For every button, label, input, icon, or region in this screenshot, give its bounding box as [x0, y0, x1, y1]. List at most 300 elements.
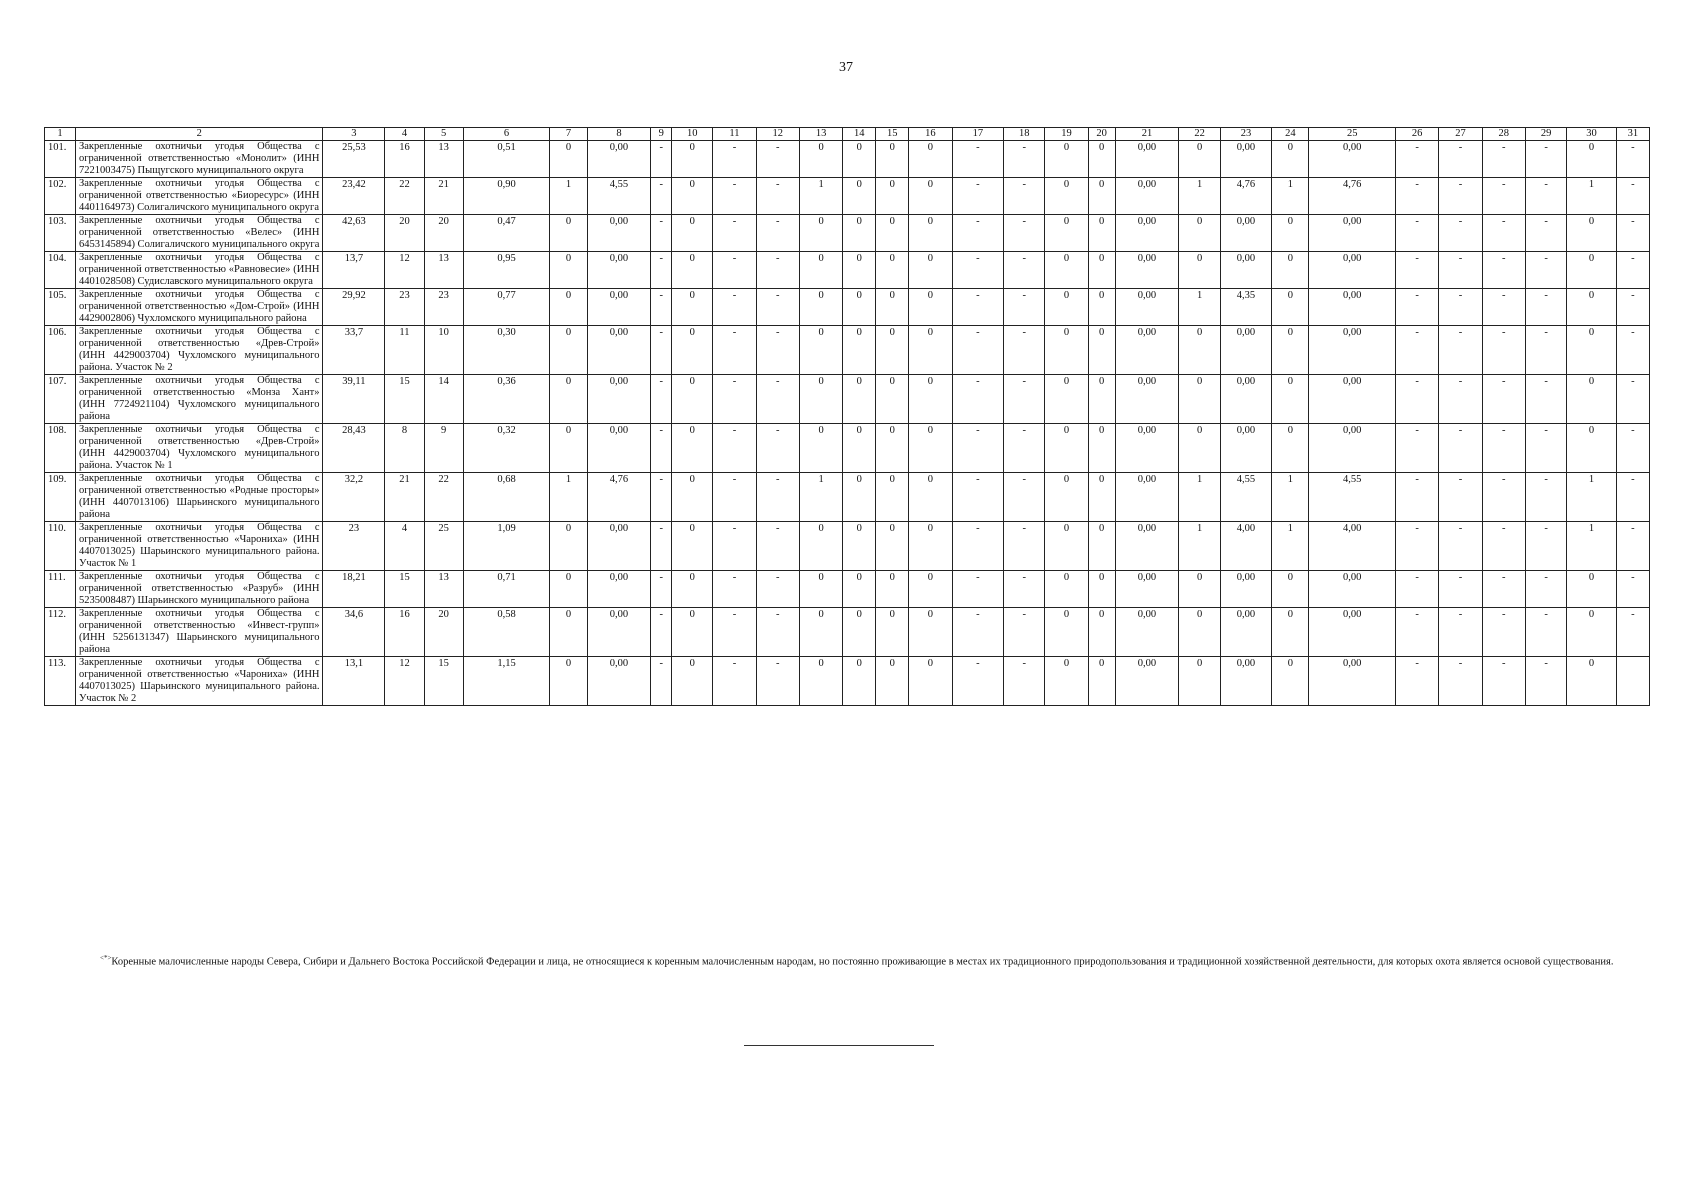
- value-cell-col-12: -: [756, 141, 799, 178]
- value-cell-col-24: 1: [1272, 522, 1309, 571]
- value-cell-col-27: -: [1439, 375, 1482, 424]
- value-cell-col-28: -: [1482, 473, 1525, 522]
- value-cell-col-12: -: [756, 252, 799, 289]
- row-number-cell: 102.: [45, 178, 76, 215]
- value-cell-col-3: 28,43: [323, 424, 385, 473]
- value-cell-col-8: 0,00: [587, 252, 651, 289]
- value-cell-col-16: 0: [909, 571, 952, 608]
- value-cell-col-5: 23: [424, 289, 463, 326]
- value-cell-col-4: 16: [385, 141, 424, 178]
- value-cell-col-18: -: [1004, 141, 1045, 178]
- value-cell-col-11: -: [713, 473, 756, 522]
- value-cell-col-7: 0: [550, 215, 587, 252]
- column-header-6: 6: [463, 128, 550, 141]
- value-cell-col-24: 0: [1272, 326, 1309, 375]
- value-cell-col-21: 0,00: [1115, 252, 1179, 289]
- value-cell-col-3: 34,6: [323, 608, 385, 657]
- value-cell-col-30: 1: [1567, 522, 1617, 571]
- value-cell-col-11: -: [713, 178, 756, 215]
- column-header-23: 23: [1220, 128, 1272, 141]
- value-cell-col-30: 0: [1567, 141, 1617, 178]
- value-cell-col-4: 15: [385, 375, 424, 424]
- value-cell-col-7: 0: [550, 289, 587, 326]
- hunting-grounds-table: [44, 127, 1650, 706]
- value-cell-col-21: 0,00: [1115, 375, 1179, 424]
- value-cell-col-31: -: [1616, 375, 1649, 424]
- hunting-ground-name-cell: Закрепленные охотничьи угодья Общества с ограниченной ответственностью «Древ-Строй» (ИНН 4429003704) Чухломского муниципального района. Участок № 1: [75, 424, 323, 473]
- value-cell-col-27: -: [1439, 424, 1482, 473]
- value-cell-col-25: 0,00: [1309, 424, 1396, 473]
- value-cell-col-12: -: [756, 657, 799, 706]
- value-cell-col-22: 0: [1179, 657, 1220, 706]
- row-number-cell: 107.: [45, 375, 76, 424]
- value-cell-col-6: 0,32: [463, 424, 550, 473]
- value-cell-col-6: 0,95: [463, 252, 550, 289]
- value-cell-col-31: -: [1616, 252, 1649, 289]
- value-cell-col-31: -: [1616, 178, 1649, 215]
- hunting-ground-name-cell: Закрепленные охотничьи угодья Общества с ограниченной ответственностью «Разруб» (ИНН 5235008487) Шарьинского муниципального района: [75, 571, 323, 608]
- value-cell-col-17: -: [952, 375, 1004, 424]
- value-cell-col-25: 4,00: [1309, 522, 1396, 571]
- column-number-row: [45, 128, 1650, 141]
- value-cell-col-28: -: [1482, 608, 1525, 657]
- value-cell-col-18: -: [1004, 473, 1045, 522]
- value-cell-col-25: 0,00: [1309, 141, 1396, 178]
- value-cell-col-16: 0: [909, 215, 952, 252]
- value-cell-col-29: -: [1525, 178, 1566, 215]
- value-cell-col-6: 0,77: [463, 289, 550, 326]
- value-cell-col-23: 4,00: [1220, 522, 1272, 571]
- value-cell-col-27: -: [1439, 289, 1482, 326]
- value-cell-col-8: 0,00: [587, 608, 651, 657]
- value-cell-col-10: 0: [672, 289, 713, 326]
- value-cell-col-16: 0: [909, 522, 952, 571]
- value-cell-col-5: 21: [424, 178, 463, 215]
- value-cell-col-12: -: [756, 326, 799, 375]
- value-cell-col-15: 0: [876, 473, 909, 522]
- value-cell-col-10: 0: [672, 657, 713, 706]
- value-cell-col-13: 0: [799, 141, 842, 178]
- value-cell-col-12: -: [756, 375, 799, 424]
- table-row: [45, 141, 1650, 178]
- value-cell-col-21: 0,00: [1115, 141, 1179, 178]
- column-header-4: 4: [385, 128, 424, 141]
- value-cell-col-6: 0,36: [463, 375, 550, 424]
- value-cell-col-24: 0: [1272, 215, 1309, 252]
- value-cell-col-8: 0,00: [587, 657, 651, 706]
- value-cell-col-30: 0: [1567, 608, 1617, 657]
- column-header-13: 13: [799, 128, 842, 141]
- value-cell-col-11: -: [713, 252, 756, 289]
- value-cell-col-14: 0: [843, 289, 876, 326]
- value-cell-col-29: -: [1525, 215, 1566, 252]
- value-cell-col-29: -: [1525, 141, 1566, 178]
- value-cell-col-3: 13,7: [323, 252, 385, 289]
- value-cell-col-17: -: [952, 657, 1004, 706]
- value-cell-col-12: -: [756, 571, 799, 608]
- value-cell-col-21: 0,00: [1115, 473, 1179, 522]
- value-cell-col-17: -: [952, 571, 1004, 608]
- column-header-10: 10: [672, 128, 713, 141]
- value-cell-col-11: -: [713, 657, 756, 706]
- value-cell-col-14: 0: [843, 522, 876, 571]
- value-cell-col-24: 0: [1272, 657, 1309, 706]
- table-row: [45, 608, 1650, 657]
- value-cell-col-25: 0,00: [1309, 657, 1396, 706]
- value-cell-col-20: 0: [1088, 375, 1115, 424]
- value-cell-col-20: 0: [1088, 252, 1115, 289]
- value-cell-col-5: 15: [424, 657, 463, 706]
- value-cell-col-5: 9: [424, 424, 463, 473]
- table-row: [45, 571, 1650, 608]
- value-cell-col-22: 0: [1179, 608, 1220, 657]
- value-cell-col-6: 0,51: [463, 141, 550, 178]
- value-cell-col-23: 0,00: [1220, 326, 1272, 375]
- value-cell-col-16: 0: [909, 424, 952, 473]
- value-cell-col-14: 0: [843, 178, 876, 215]
- value-cell-col-10: 0: [672, 571, 713, 608]
- value-cell-col-23: 4,76: [1220, 178, 1272, 215]
- value-cell-col-28: -: [1482, 522, 1525, 571]
- value-cell-col-10: 0: [672, 178, 713, 215]
- value-cell-col-3: 23,42: [323, 178, 385, 215]
- value-cell-col-20: 0: [1088, 473, 1115, 522]
- hunting-ground-name-cell: Закрепленные охотничьи угодья Общества с ограниченной ответственностью «Монолит» (ИНН 7221003475) Пыщугского муниципального округа: [75, 141, 323, 178]
- value-cell-col-6: 0,90: [463, 178, 550, 215]
- value-cell-col-16: 0: [909, 141, 952, 178]
- value-cell-col-6: 1,15: [463, 657, 550, 706]
- value-cell-col-12: -: [756, 424, 799, 473]
- value-cell-col-25: 0,00: [1309, 252, 1396, 289]
- hunting-ground-name-cell: Закрепленные охотничьи угодья Общества с ограниченной ответственностью «Древ-Строй» (ИНН 4429003704) Чухломского муниципального района. Участок № 2: [75, 326, 323, 375]
- value-cell-col-15: 0: [876, 215, 909, 252]
- value-cell-col-12: -: [756, 178, 799, 215]
- value-cell-col-19: 0: [1045, 326, 1088, 375]
- hunting-ground-name-cell: Закрепленные охотничьи угодья Общества с ограниченной ответственностью «Монза Хант» (ИНН 7724921104) Чухломского муниципального района: [75, 375, 323, 424]
- value-cell-col-27: -: [1439, 571, 1482, 608]
- value-cell-col-4: 11: [385, 326, 424, 375]
- column-header-1: 1: [45, 128, 76, 141]
- value-cell-col-20: 0: [1088, 657, 1115, 706]
- value-cell-col-24: 0: [1272, 608, 1309, 657]
- value-cell-col-29: -: [1525, 252, 1566, 289]
- value-cell-col-14: 0: [843, 473, 876, 522]
- value-cell-col-26: -: [1396, 178, 1439, 215]
- value-cell-col-14: 0: [843, 608, 876, 657]
- table-row: [45, 289, 1650, 326]
- value-cell-col-19: 0: [1045, 252, 1088, 289]
- value-cell-col-18: -: [1004, 657, 1045, 706]
- value-cell-col-26: -: [1396, 424, 1439, 473]
- value-cell-col-21: 0,00: [1115, 571, 1179, 608]
- value-cell-col-29: -: [1525, 657, 1566, 706]
- value-cell-col-19: 0: [1045, 289, 1088, 326]
- value-cell-col-28: -: [1482, 326, 1525, 375]
- value-cell-col-13: 0: [799, 252, 842, 289]
- table-row: [45, 215, 1650, 252]
- value-cell-col-27: -: [1439, 473, 1482, 522]
- value-cell-col-8: 4,55: [587, 178, 651, 215]
- value-cell-col-4: 16: [385, 608, 424, 657]
- value-cell-col-9: -: [651, 608, 672, 657]
- value-cell-col-7: 0: [550, 657, 587, 706]
- value-cell-col-15: 0: [876, 571, 909, 608]
- value-cell-col-14: 0: [843, 326, 876, 375]
- value-cell-col-8: 0,00: [587, 215, 651, 252]
- value-cell-col-5: 20: [424, 215, 463, 252]
- value-cell-col-31: -: [1616, 473, 1649, 522]
- value-cell-col-14: 0: [843, 141, 876, 178]
- value-cell-col-20: 0: [1088, 571, 1115, 608]
- value-cell-col-8: 0,00: [587, 424, 651, 473]
- value-cell-col-26: -: [1396, 141, 1439, 178]
- value-cell-col-28: -: [1482, 215, 1525, 252]
- value-cell-col-17: -: [952, 141, 1004, 178]
- value-cell-col-9: -: [651, 252, 672, 289]
- value-cell-col-13: 0: [799, 326, 842, 375]
- value-cell-col-29: -: [1525, 571, 1566, 608]
- value-cell-col-5: 13: [424, 571, 463, 608]
- value-cell-col-3: 13,1: [323, 657, 385, 706]
- value-cell-col-17: -: [952, 252, 1004, 289]
- value-cell-col-3: 32,2: [323, 473, 385, 522]
- value-cell-col-18: -: [1004, 178, 1045, 215]
- value-cell-col-19: 0: [1045, 178, 1088, 215]
- value-cell-col-26: -: [1396, 252, 1439, 289]
- value-cell-col-14: 0: [843, 252, 876, 289]
- value-cell-col-22: 0: [1179, 424, 1220, 473]
- value-cell-col-24: 0: [1272, 252, 1309, 289]
- value-cell-col-24: 0: [1272, 141, 1309, 178]
- column-header-29: 29: [1525, 128, 1566, 141]
- hunting-ground-name-cell: Закрепленные охотничьи угодья Общества с ограниченной ответственностью «Инвест-групп» (ИНН 5256131347) Шарьинского муниципального района: [75, 608, 323, 657]
- value-cell-col-11: -: [713, 608, 756, 657]
- value-cell-col-24: 0: [1272, 375, 1309, 424]
- value-cell-col-8: 0,00: [587, 289, 651, 326]
- value-cell-col-3: 33,7: [323, 326, 385, 375]
- value-cell-col-6: 0,68: [463, 473, 550, 522]
- value-cell-col-21: 0,00: [1115, 326, 1179, 375]
- value-cell-col-19: 0: [1045, 141, 1088, 178]
- value-cell-col-20: 0: [1088, 522, 1115, 571]
- value-cell-col-4: 4: [385, 522, 424, 571]
- value-cell-col-25: 0,00: [1309, 571, 1396, 608]
- value-cell-col-13: 0: [799, 289, 842, 326]
- value-cell-col-28: -: [1482, 252, 1525, 289]
- value-cell-col-26: -: [1396, 289, 1439, 326]
- row-number-cell: 105.: [45, 289, 76, 326]
- value-cell-col-18: -: [1004, 522, 1045, 571]
- value-cell-col-27: -: [1439, 326, 1482, 375]
- value-cell-col-16: 0: [909, 473, 952, 522]
- row-number-cell: 110.: [45, 522, 76, 571]
- value-cell-col-15: 0: [876, 141, 909, 178]
- value-cell-col-14: 0: [843, 375, 876, 424]
- value-cell-col-10: 0: [672, 141, 713, 178]
- value-cell-col-10: 0: [672, 375, 713, 424]
- value-cell-col-8: 0,00: [587, 522, 651, 571]
- value-cell-col-30: 0: [1567, 252, 1617, 289]
- value-cell-col-22: 1: [1179, 289, 1220, 326]
- value-cell-col-23: 0,00: [1220, 141, 1272, 178]
- table-row: [45, 326, 1650, 375]
- value-cell-col-25: 0,00: [1309, 289, 1396, 326]
- value-cell-col-9: -: [651, 141, 672, 178]
- value-cell-col-6: 0,47: [463, 215, 550, 252]
- row-number-cell: 109.: [45, 473, 76, 522]
- hunting-ground-name-cell: Закрепленные охотничьи угодья Общества с ограниченной ответственностью «Чарониха» (ИНН 4407013025) Шарьинского муниципального района. Участок № 1: [75, 522, 323, 571]
- value-cell-col-3: 25,53: [323, 141, 385, 178]
- value-cell-col-3: 23: [323, 522, 385, 571]
- value-cell-col-5: 13: [424, 141, 463, 178]
- value-cell-col-16: 0: [909, 608, 952, 657]
- column-header-3: 3: [323, 128, 385, 141]
- column-header-27: 27: [1439, 128, 1482, 141]
- value-cell-col-28: -: [1482, 289, 1525, 326]
- value-cell-col-15: 0: [876, 424, 909, 473]
- value-cell-col-15: 0: [876, 289, 909, 326]
- value-cell-col-9: -: [651, 289, 672, 326]
- value-cell-col-9: -: [651, 375, 672, 424]
- value-cell-col-17: -: [952, 178, 1004, 215]
- value-cell-col-7: 0: [550, 522, 587, 571]
- value-cell-col-18: -: [1004, 375, 1045, 424]
- value-cell-col-31: -: [1616, 424, 1649, 473]
- table-row: [45, 657, 1650, 706]
- value-cell-col-4: 15: [385, 571, 424, 608]
- value-cell-col-19: 0: [1045, 608, 1088, 657]
- value-cell-col-14: 0: [843, 424, 876, 473]
- value-cell-col-18: -: [1004, 252, 1045, 289]
- value-cell-col-23: 0,00: [1220, 608, 1272, 657]
- value-cell-col-3: 18,21: [323, 571, 385, 608]
- row-number-cell: 111.: [45, 571, 76, 608]
- value-cell-col-24: 0: [1272, 289, 1309, 326]
- column-header-11: 11: [713, 128, 756, 141]
- hunting-ground-name-cell: Закрепленные охотничьи угодья Общества с ограниченной ответственностью «Чарониха» (ИНН 4407013025) Шарьинского муниципального района. Участок № 2: [75, 657, 323, 706]
- value-cell-col-9: -: [651, 326, 672, 375]
- value-cell-col-19: 0: [1045, 375, 1088, 424]
- value-cell-col-5: 10: [424, 326, 463, 375]
- value-cell-col-9: -: [651, 215, 672, 252]
- value-cell-col-21: 0,00: [1115, 289, 1179, 326]
- value-cell-col-16: 0: [909, 178, 952, 215]
- value-cell-col-23: 0,00: [1220, 657, 1272, 706]
- value-cell-col-22: 0: [1179, 252, 1220, 289]
- column-header-9: 9: [651, 128, 672, 141]
- value-cell-col-15: 0: [876, 178, 909, 215]
- row-number-cell: 108.: [45, 424, 76, 473]
- value-cell-col-4: 21: [385, 473, 424, 522]
- value-cell-col-10: 0: [672, 326, 713, 375]
- value-cell-col-5: 14: [424, 375, 463, 424]
- value-cell-col-13: 1: [799, 473, 842, 522]
- value-cell-col-9: -: [651, 571, 672, 608]
- column-header-12: 12: [756, 128, 799, 141]
- footnote-text: Коренные малочисленные народы Севера, Сибири и Дальнего Востока Российской Федерации и лица, не относящиеся к коренным малочисленным народам, но постоянно проживающие в местах их традиционного природопользования и традиционной хозяйственной деятельности, для которых охота является основой существования.: [111, 956, 1614, 968]
- value-cell-col-7: 0: [550, 375, 587, 424]
- value-cell-col-26: -: [1396, 215, 1439, 252]
- value-cell-col-21: 0,00: [1115, 424, 1179, 473]
- value-cell-col-6: 1,09: [463, 522, 550, 571]
- value-cell-col-29: -: [1525, 522, 1566, 571]
- value-cell-col-30: 1: [1567, 178, 1617, 215]
- value-cell-col-25: 4,55: [1309, 473, 1396, 522]
- column-header-15: 15: [876, 128, 909, 141]
- value-cell-col-17: -: [952, 608, 1004, 657]
- value-cell-col-23: 0,00: [1220, 375, 1272, 424]
- value-cell-col-16: 0: [909, 375, 952, 424]
- value-cell-col-18: -: [1004, 424, 1045, 473]
- value-cell-col-30: 0: [1567, 424, 1617, 473]
- value-cell-col-24: 1: [1272, 473, 1309, 522]
- value-cell-col-31: -: [1616, 289, 1649, 326]
- table-row: [45, 178, 1650, 215]
- value-cell-col-17: -: [952, 326, 1004, 375]
- value-cell-col-7: 0: [550, 141, 587, 178]
- value-cell-col-22: 0: [1179, 215, 1220, 252]
- value-cell-col-26: -: [1396, 657, 1439, 706]
- value-cell-col-18: -: [1004, 215, 1045, 252]
- hunting-ground-name-cell: Закрепленные охотничьи угодья Общества с ограниченной ответственностью «Биоресурс» (ИНН 4401164973) Солигаличского муниципального округа: [75, 178, 323, 215]
- column-header-28: 28: [1482, 128, 1525, 141]
- value-cell-col-23: 4,35: [1220, 289, 1272, 326]
- column-header-24: 24: [1272, 128, 1309, 141]
- column-header-8: 8: [587, 128, 651, 141]
- value-cell-col-19: 0: [1045, 215, 1088, 252]
- value-cell-col-11: -: [713, 424, 756, 473]
- column-header-21: 21: [1115, 128, 1179, 141]
- value-cell-col-23: 0,00: [1220, 252, 1272, 289]
- value-cell-col-18: -: [1004, 326, 1045, 375]
- value-cell-col-11: -: [713, 571, 756, 608]
- value-cell-col-9: -: [651, 522, 672, 571]
- value-cell-col-9: -: [651, 473, 672, 522]
- value-cell-col-20: 0: [1088, 424, 1115, 473]
- value-cell-col-26: -: [1396, 473, 1439, 522]
- value-cell-col-27: -: [1439, 252, 1482, 289]
- value-cell-col-29: -: [1525, 608, 1566, 657]
- value-cell-col-15: 0: [876, 608, 909, 657]
- value-cell-col-28: -: [1482, 657, 1525, 706]
- value-cell-col-12: -: [756, 522, 799, 571]
- value-cell-col-19: 0: [1045, 657, 1088, 706]
- value-cell-col-11: -: [713, 141, 756, 178]
- value-cell-col-5: 20: [424, 608, 463, 657]
- value-cell-col-21: 0,00: [1115, 522, 1179, 571]
- value-cell-col-16: 0: [909, 326, 952, 375]
- value-cell-col-31: [1616, 657, 1649, 706]
- value-cell-col-29: -: [1525, 326, 1566, 375]
- value-cell-col-26: -: [1396, 326, 1439, 375]
- value-cell-col-14: 0: [843, 657, 876, 706]
- value-cell-col-22: 0: [1179, 326, 1220, 375]
- value-cell-col-7: 0: [550, 252, 587, 289]
- column-header-19: 19: [1045, 128, 1088, 141]
- value-cell-col-13: 0: [799, 424, 842, 473]
- value-cell-col-6: 0,58: [463, 608, 550, 657]
- value-cell-col-25: 0,00: [1309, 326, 1396, 375]
- value-cell-col-10: 0: [672, 522, 713, 571]
- value-cell-col-30: 0: [1567, 375, 1617, 424]
- value-cell-col-11: -: [713, 326, 756, 375]
- value-cell-col-23: 0,00: [1220, 215, 1272, 252]
- value-cell-col-12: -: [756, 473, 799, 522]
- value-cell-col-26: -: [1396, 608, 1439, 657]
- column-header-7: 7: [550, 128, 587, 141]
- value-cell-col-4: 22: [385, 178, 424, 215]
- value-cell-col-5: 13: [424, 252, 463, 289]
